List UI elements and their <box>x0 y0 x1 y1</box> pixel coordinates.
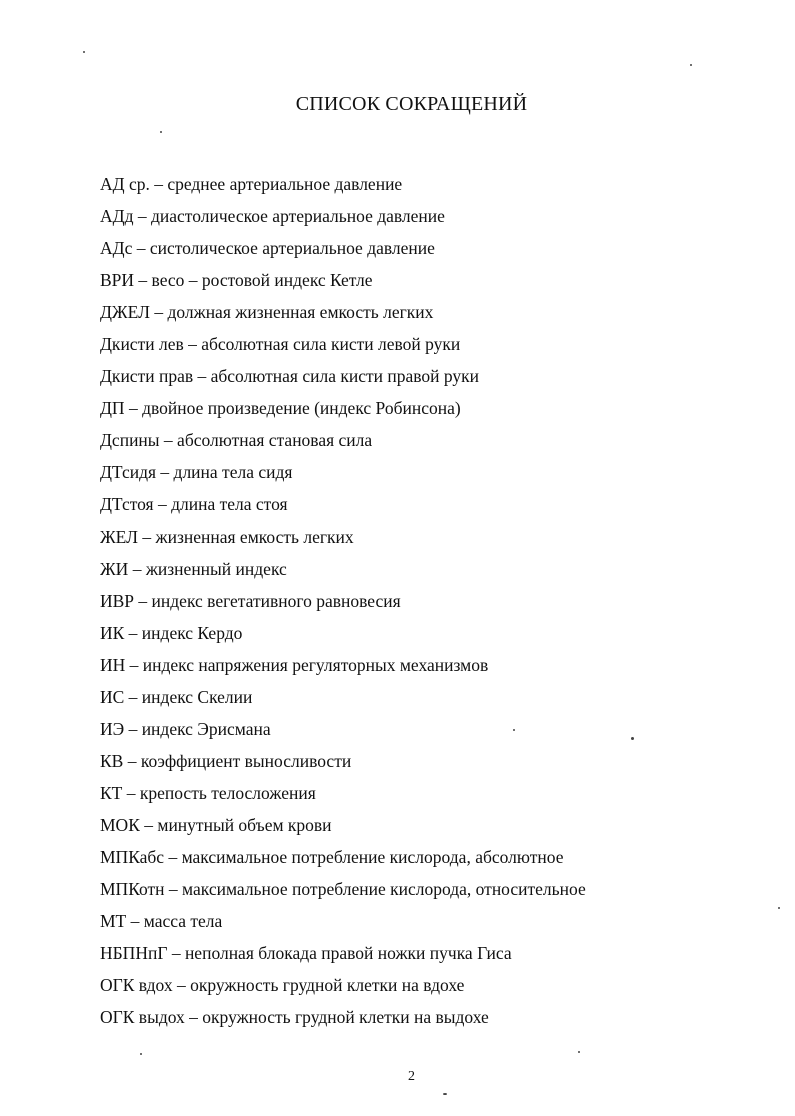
page-title: СПИСОК СОКРАЩЕНИЙ <box>295 93 528 115</box>
abbreviation-entry: ДТсидя – длина тела сидя <box>100 462 293 483</box>
abbreviation-entry: ИВР – индекс вегетативного равновесия <box>100 590 401 611</box>
abbreviation-list <box>100 169 760 1034</box>
scan-speck <box>443 1093 447 1095</box>
abbreviation-entry: КТ – крепость телосложения <box>100 782 316 803</box>
abbreviation-entry: КВ – коэффициент выносливости <box>100 750 352 771</box>
abbreviation-entry: ИН – индекс напряжения регуляторных механизмов <box>100 654 489 675</box>
abbreviation-entry: НБПНпГ – неполная блокада правой ножки пучка Гиса <box>100 943 512 964</box>
abbreviation-entry: АД ср. – среднее артериальное давление <box>100 174 403 194</box>
scan-speck <box>160 131 162 133</box>
abbreviation-entry: ОГК вдох – окружность грудной клетки на вдохе <box>100 975 465 996</box>
abbreviation-entry: ИК – индекс Кердо <box>100 622 243 643</box>
abbreviation-entry: ИС – индекс Скелии <box>100 686 253 707</box>
abbreviation-entry: ИЭ – индекс Эрисмана <box>100 718 271 739</box>
abbreviation-entry: МПКотн – максимальное потребление кислорода, относительное <box>100 879 586 900</box>
scan-speck <box>690 64 692 66</box>
abbreviation-entry: ВРИ – весо – ростовой индекс Кетле <box>100 270 373 291</box>
abbreviation-entry: МПКабс – максимальное потребление кислорода, абсолютное <box>100 846 564 867</box>
scan-speck <box>140 1053 142 1055</box>
abbreviation-entry: ДП – двойное произведение (индекс Робинсона) <box>100 398 461 419</box>
abbreviation-entry: АДд – диастолическое артериальное давление <box>100 206 445 227</box>
scan-speck <box>778 907 780 909</box>
scan-speck <box>631 737 634 740</box>
abbreviation-entry: МТ – масса тела <box>100 911 223 932</box>
scan-speck <box>513 729 515 731</box>
abbreviation-entry: ДЖЕЛ – должная жизненная емкость легких <box>100 302 434 323</box>
abbreviation-entry: Дспины – абсолютная становая сила <box>100 430 373 451</box>
abbreviation-entry: ЖЕЛ – жизненная емкость легких <box>100 526 354 547</box>
abbreviation-entry: МОК – минутный объем крови <box>100 814 332 835</box>
abbreviation-entry: АДс – систолическое артериальное давление <box>100 238 435 259</box>
page-number: 2 <box>408 1069 415 1084</box>
abbreviation-entry: ОГК выдох – окружность грудной клетки на выдохе <box>100 1007 489 1028</box>
abbreviation-entry: Дкисти лев – абсолютная сила кисти левой руки <box>100 334 461 355</box>
scan-speck <box>578 1051 580 1053</box>
scan-speck <box>83 51 85 53</box>
abbreviation-entry: ЖИ – жизненный индекс <box>100 558 287 579</box>
abbreviation-entry: ДТстоя – длина тела стоя <box>100 494 288 515</box>
abbreviation-entry: Дкисти прав – абсолютная сила кисти правой руки <box>100 366 480 387</box>
